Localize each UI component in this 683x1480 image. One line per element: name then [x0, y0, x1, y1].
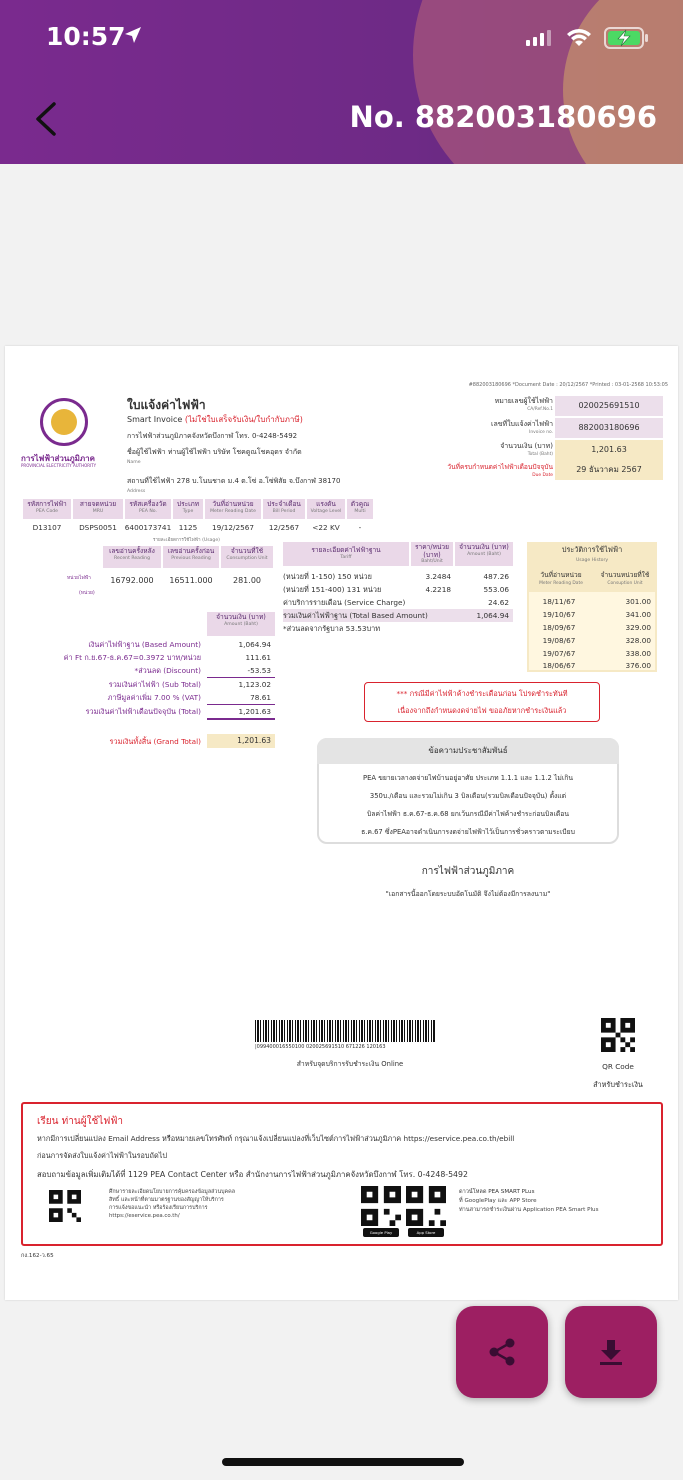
- history-unit: 328.00: [625, 636, 651, 645]
- tariff-row-amount: 24.62: [488, 598, 509, 607]
- grand-total-value: 1,201.63: [207, 734, 275, 748]
- info-header: รหัสการไฟฟ้า PEA Code: [23, 499, 71, 519]
- history-header: จำนวนหน่วยที่ใช้ Consuption Unit: [600, 571, 650, 587]
- invoice-title-th: ใบแจ้งค่าไฟฟ้า: [127, 398, 206, 412]
- invoice-no-label: เลขที่ใบแจ้งค่าไฟฟ้า Invoice no.: [491, 420, 553, 435]
- usage-header: เลขอ่านครั้งก่อน Previous Reading: [163, 546, 219, 568]
- app-store-qr-code: [406, 1186, 446, 1226]
- warning-line: *** กรณีมีค่าไฟฟ้าค้างชำระเดือนก่อน โปรดชำระทันที: [396, 689, 568, 698]
- barcode-caption: สำหรับจุดบริการรับชำระเงิน Online: [296, 1060, 404, 1068]
- usage-row-unit: (หน่วย): [79, 591, 95, 596]
- notice-line: หากมีการเปลี่ยนแปลง Email Address หรือหมายเลขโทรศัพท์ กรุณาแจ้งเปลี่ยนแปลงที่เว็บไซต์การไฟฟ้าส่วนภูมิภาค https://eservice.pea.co.th/ebill: [37, 1134, 515, 1143]
- battery-charging-icon: [604, 27, 650, 49]
- warning-line: เนื่องจากถึงกำหนดงดจ่ายไฟ ขออภัยหากชำระเงินแล้ว: [397, 706, 567, 715]
- government-discount-note: *ส่วนลดจากรัฐบาล 53.53บาท: [283, 624, 381, 633]
- pea-logo: [40, 398, 88, 446]
- grand-total-label: รวมเงินทั้งสิ้น (Grand Total): [109, 737, 201, 746]
- info-header: รหัสเครื่องวัด PEA No.: [125, 499, 171, 519]
- due-date-value: 29 ธันวาคม 2567: [555, 460, 663, 480]
- history-date: 18/11/67: [542, 597, 576, 606]
- ca-label: หมายเลขผู้ใช้ไฟฟ้า CA/Ref.No.1: [494, 397, 553, 412]
- address-caption: Address: [127, 489, 146, 494]
- history-date: 19/08/67: [542, 636, 576, 645]
- usage-history-title: ประวัติการใช้ไฟฟ้า: [561, 545, 623, 554]
- usage-value: 16511.000: [169, 575, 213, 585]
- app-header: [0, 0, 683, 164]
- customer-name: ชื่อผู้ใช้ไฟฟ้า ท่านผู้ใช้ไฟฟ้า บริษัท โชคดูณโชคอุดร จำกัด: [127, 448, 302, 456]
- document-meta: #882003180696 *Document Date : 20/12/2567 *Printed : 03-01-2568 10:53:05: [468, 382, 668, 388]
- announcement-line: ธ.ค.67 ซึ่งPEAอาจดำเนินการงดจ่ายไฟฟ้าไว้เป็นการชั่วคราวตามระเบียบ: [361, 828, 575, 836]
- invoice-title-en: Smart Invoice (ไม่ใช่ใบเสร็จรับเงิน/ใบกำกับภาษี): [127, 415, 303, 424]
- overdue-warning-box: [364, 682, 600, 722]
- history-date: 18/06/67: [542, 661, 576, 670]
- charge-value: -53.53: [247, 666, 271, 675]
- total-amount-value: 1,201.63: [555, 440, 663, 460]
- divider: [207, 718, 275, 720]
- notice-line: สอบถามข้อมูลเพิ่มเติมได้ที่ 1129 PEA Contact Center หรือ สำนักงานการไฟฟ้าส่วนภูมิภาคจังหวัดบึงกาฬ โทร. 0-4248-5492: [37, 1170, 468, 1179]
- back-button[interactable]: [34, 102, 58, 136]
- info-value: 19/12/2567: [211, 522, 255, 532]
- customer-address: สถานที่ใช้ไฟฟ้า 278 บ.โนนชาด ม.4 ต.โซ่ อ.โซ่พิสัย จ.บึงกาฬ 38170: [127, 477, 341, 485]
- divider: [207, 677, 275, 678]
- info-header: สายจดหน่วย MRU: [73, 499, 123, 519]
- tariff-total-amount: 1,064.94: [476, 611, 509, 620]
- download-button[interactable]: [565, 1306, 657, 1398]
- info-header: แรงดัน Voltage Level: [307, 499, 345, 519]
- charge-value: 78.61: [250, 693, 271, 702]
- office-line: การไฟฟ้าส่วนภูมิภาคจังหวัดบึงกาฬ โทร. 0-4248-5492: [127, 432, 298, 440]
- privacy-qr-code: [49, 1190, 81, 1222]
- charge-label: รวมเงินค่าไฟฟ้า (Sub Total): [108, 680, 201, 689]
- tariff-total-desc: รวมเงินค่าไฟฟ้าฐาน (Total Based Amount): [283, 611, 428, 620]
- history-header: วันที่อ่านหน่วย Meter Reading Date: [539, 571, 583, 587]
- info-header: ตัวคูณ Multi: [347, 499, 373, 519]
- info-value: 6400173741: [124, 522, 172, 532]
- name-caption: Name: [127, 460, 141, 465]
- usage-history-subtitle: Usage History: [575, 558, 609, 563]
- usage-caption: รายละเอียดการใช้ไฟฟ้า (Usage): [153, 538, 220, 543]
- invoice-no-value: 882003180696: [555, 418, 663, 438]
- auto-generated-note: "เอกสารนี้ออกโดยระบบอัตโนมัติ จึงไม่ต้องมีการลงนาม": [385, 890, 551, 898]
- charge-value: 1,201.63: [238, 707, 271, 716]
- google-play-badge[interactable]: Google Play: [363, 1228, 399, 1237]
- app-download-info: ดาวน์โหลด PEA SMART PLus ที่ GooglePlay และ APP Store ท่านสามารถชำระเงินผ่าน Application PEA Smart Plus: [459, 1189, 599, 1213]
- tariff-row-desc: (หน่วยที่ 151-400) 131 หน่วย: [283, 585, 382, 594]
- tariff-header: รายละเอียดค่าไฟฟ้าฐาน Tariff: [283, 542, 409, 566]
- tariff-row-amount: 553.06: [483, 585, 509, 594]
- info-value: <22 KV: [312, 522, 340, 532]
- charge-label: เงินค่าไฟฟ้าฐาน (Based Amount): [88, 640, 201, 649]
- tariff-header: ราคา/หน่วย (บาท) Baht/Unit: [411, 542, 453, 566]
- charge-value: 1,064.94: [238, 640, 271, 649]
- info-value: DSPS0051: [79, 522, 117, 532]
- payment-barcode: [255, 1020, 435, 1042]
- notice-line: ก่อนการจัดส่งใบแจ้งค่าไฟฟ้าในรอบถัดไป: [37, 1151, 168, 1160]
- amount-header: จำนวนเงิน (บาท) Amount (Baht): [207, 612, 275, 636]
- charge-value: 111.61: [245, 653, 271, 662]
- charge-label: ค่า Ft ก.ย.67-ธ.ค.67=0.3972 บาท/หน่วย: [63, 653, 201, 662]
- info-value: 12/2567: [268, 522, 300, 532]
- total-amount-label: จำนวนเงิน (บาท) Total (Baht): [500, 442, 553, 457]
- ca-value: 020025691510: [555, 396, 663, 416]
- barcode-text: |099400016550100 020025691510 671226 120163: [255, 1044, 386, 1050]
- info-header: ประเภท Type: [173, 499, 203, 519]
- history-unit: 338.00: [625, 649, 651, 658]
- history-date: 19/10/67: [542, 610, 576, 619]
- payment-qr-code: [601, 1018, 635, 1052]
- privacy-info: ศึกษารายละเอียดนโยบายการคุ้มครองข้อมูลส่วนบุคคล สิทธิ์ และหน้าที่ตามมาตรฐานของสัญญาให้บริการ การแจ้งขอแนะนำ หรือร้องเรียนการบริการ https://eservice.pea.co.th/: [109, 1189, 236, 1220]
- info-value: D13107: [32, 522, 62, 532]
- tariff-row-rate: 3.2484: [425, 572, 451, 581]
- due-date-label: วันที่ครบกำหนดค่าไฟฟ้าเดือนปัจจุบัน Due Date: [447, 463, 553, 478]
- history-unit: 329.00: [625, 623, 651, 632]
- info-value: 1125: [178, 522, 198, 532]
- divider: [207, 704, 275, 705]
- app-store-badge[interactable]: App Store: [408, 1228, 444, 1237]
- announcement-line: PEA ขยายเวลางดจ่ายไฟบ้านอยู่อาศัย ประเภท 1.1.1 และ 1.1.2 ไม่เกิน: [362, 774, 573, 782]
- tariff-row-desc: ค่าบริการรายเดือน (Service Charge): [283, 598, 406, 607]
- charge-label: รวมเงินค่าไฟฟ้าเดือนปัจจุบัน (Total): [85, 707, 201, 716]
- history-date: 19/07/67: [542, 649, 576, 658]
- qr-caption: สำหรับชำระเงิน: [593, 1080, 643, 1089]
- usage-value: 16792.000: [110, 575, 154, 585]
- tariff-row-desc: (หน่วยที่ 1-150) 150 หน่วย: [283, 572, 372, 581]
- charge-value: 1,123.02: [238, 680, 271, 689]
- history-unit: 376.00: [625, 661, 651, 670]
- tariff-row-rate: 4.2218: [425, 585, 451, 594]
- cellular-signal-icon: [526, 30, 552, 46]
- location-arrow-icon: [124, 26, 142, 44]
- history-date: 18/09/67: [542, 623, 576, 632]
- google-play-qr-code: [361, 1186, 401, 1226]
- usage-value: 281.00: [233, 575, 261, 585]
- share-icon: [485, 1335, 519, 1369]
- tariff-header: จำนวนเงิน (บาท) Amount (Baht): [455, 542, 513, 566]
- info-value: -: [358, 522, 362, 532]
- invoice-sheet: [5, 346, 678, 1300]
- header-decoration-2: [563, 0, 683, 164]
- notice-title: เรียน ท่านผู้ใช้ไฟฟ้า: [37, 1116, 124, 1127]
- pea-logo-text: การไฟฟ้าส่วนภูมิภาค: [21, 454, 95, 463]
- history-unit: 301.00: [625, 597, 651, 606]
- share-button[interactable]: [456, 1306, 548, 1398]
- status-time: 10:57: [46, 22, 126, 51]
- usage-header: เลขอ่านครั้งหลัง Recent Reading: [103, 546, 161, 568]
- qr-caption: QR Code: [602, 1062, 634, 1071]
- info-header: วันที่อ่านหน่วย Meter Reading Date: [205, 499, 261, 519]
- tariff-row-amount: 487.26: [483, 572, 509, 581]
- document-number-title: No. 882003180696: [349, 100, 657, 134]
- usage-row-label: หน่วยไฟฟ้า: [67, 576, 91, 581]
- announcement-line: บิลค่าไฟฟ้า ธ.ค.67-ธ.ค.68 ยกเว้นกรณีมีค่าไฟค้างชำระก่อนบิลเดือน: [366, 810, 570, 818]
- wifi-icon: [566, 27, 592, 47]
- info-header: ประจำเดือน Bill Period: [263, 499, 305, 519]
- pea-name: การไฟฟ้าส่วนภูมิภาค: [421, 866, 515, 877]
- form-code: กง.162-ว.65: [21, 1253, 54, 1259]
- charge-label: *ส่วนลด (Discount): [134, 666, 201, 675]
- charge-label: ภาษีมูลค่าเพิ่ม 7.00 % (VAT): [107, 693, 201, 702]
- history-unit: 341.00: [625, 610, 651, 619]
- announcement-line: 350บ./เดือน และรวมไม่เกิน 3 บิลเดือน(รวมบิลเดือนปัจจุบัน) ตั้งแต่: [369, 792, 567, 800]
- usage-header: จำนวนที่ใช้ Consumption Unit: [221, 546, 273, 568]
- pea-logo-subtext: PROVINCIAL ELECTRICITY AUTHORITY: [21, 463, 97, 468]
- download-icon: [596, 1337, 626, 1367]
- announcement-title: ข้อความประชาสัมพันธ์: [317, 738, 619, 764]
- home-indicator[interactable]: [222, 1458, 464, 1466]
